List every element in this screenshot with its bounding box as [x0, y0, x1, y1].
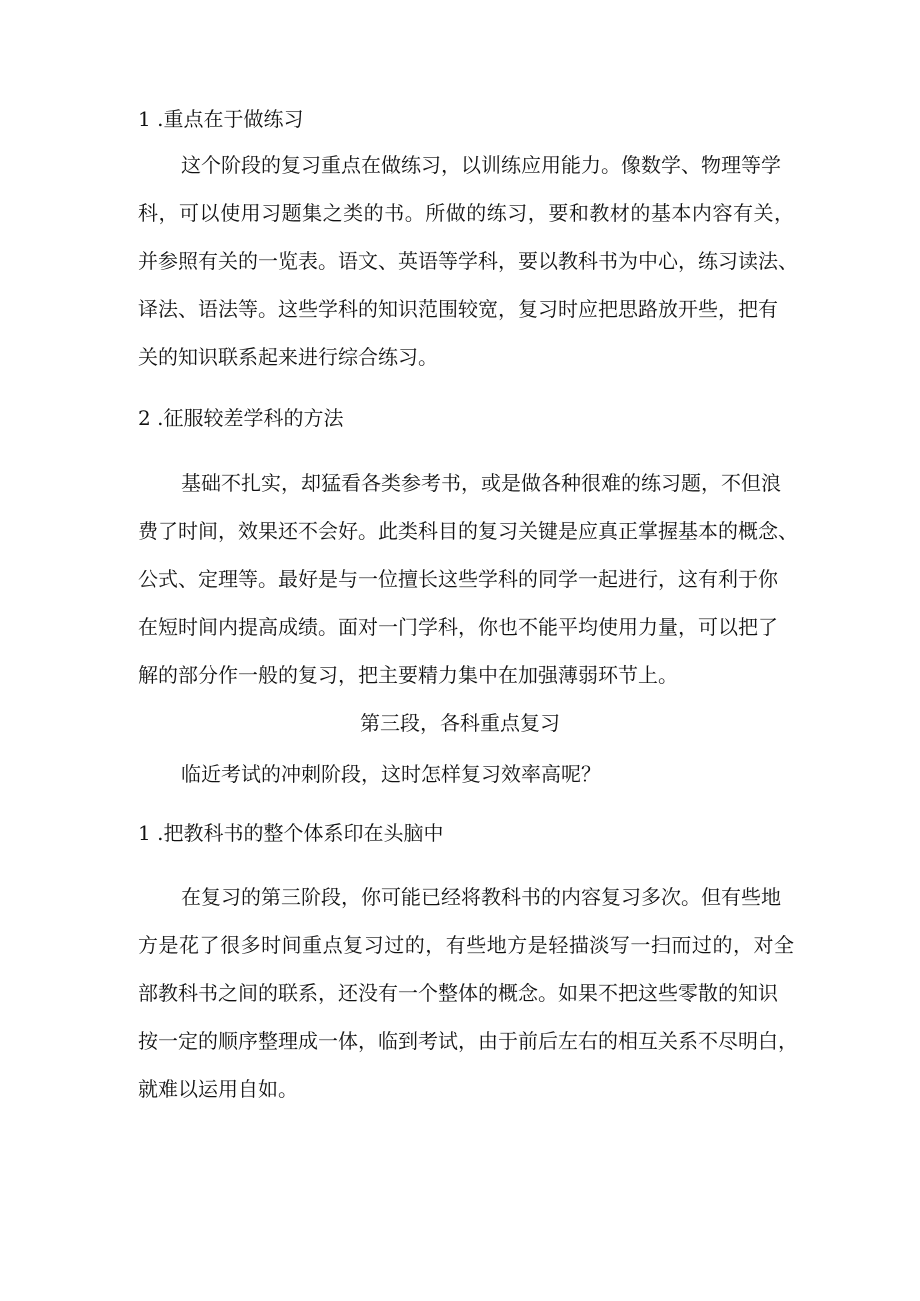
section-3-line-3: 部教科书之间的联系，还没有一个整体的概念。如果不把这些零散的知识	[138, 981, 778, 1005]
section-3-line-5: 就难以运用自如。	[138, 1077, 298, 1101]
section-2-heading: 2 .征服较差学科的方法	[138, 406, 344, 430]
stage-3-intro: 临近考试的冲刺阶段，这时怎样复习效率高呢？	[181, 762, 601, 786]
stage-3-title: 第三段，各科重点复习	[360, 711, 560, 735]
section-1-line-1: 这个阶段的复习重点在做练习，以训练应用能力。像数学、物理等学	[181, 153, 781, 177]
section-3-line-2: 方是花了很多时间重点复习过的，有些地方是轻描淡写一扫而过的，对全	[138, 933, 794, 957]
section-1-line-4: 译法、语法等。这些学科的知识范围较宽，复习时应把思路放开些，把有	[138, 297, 778, 321]
section-2-line-3: 公式、定理等。最好是与一位擅长这些学科的同学一起进行，这有利于你	[138, 567, 778, 591]
section-2-line-1: 基础不扎实，却猛看各类参考书，或是做各种很难的练习题，不但浪	[181, 471, 781, 495]
section-1-line-5: 关的知识联系起来进行综合练习。	[138, 345, 438, 369]
section-1-line-3: 并参照有关的一览表。语文、英语等学科，要以教科书为中心，练习读法、	[138, 249, 798, 273]
section-1-heading: 1 .重点在于做练习	[138, 107, 304, 131]
section-1-line-2: 科，可以使用习题集之类的书。所做的练习，要和教材的基本内容有关，	[138, 201, 794, 225]
section-3-line-1: 在复习的第三阶段，你可能已经将教科书的内容复习多次。但有些地	[181, 885, 781, 909]
section-2-line-4: 在短时间内提高成绩。面对一门学科，你也不能平均使用力量，可以把了	[138, 615, 778, 639]
section-2-line-5: 解的部分作一般的复习，把主要精力集中在加强薄弱环节上。	[138, 663, 678, 687]
section-3-heading: 1 .把教科书的整个体系印在头脑中	[138, 821, 444, 845]
section-3-line-4: 按一定的顺序整理成一体，临到考试，由于前后左右的相互关系不尽明白，	[138, 1029, 798, 1053]
section-2-line-2: 费了时间，效果还不会好。此类科目的复习关键是应真正掌握基本的概念、	[138, 519, 798, 543]
